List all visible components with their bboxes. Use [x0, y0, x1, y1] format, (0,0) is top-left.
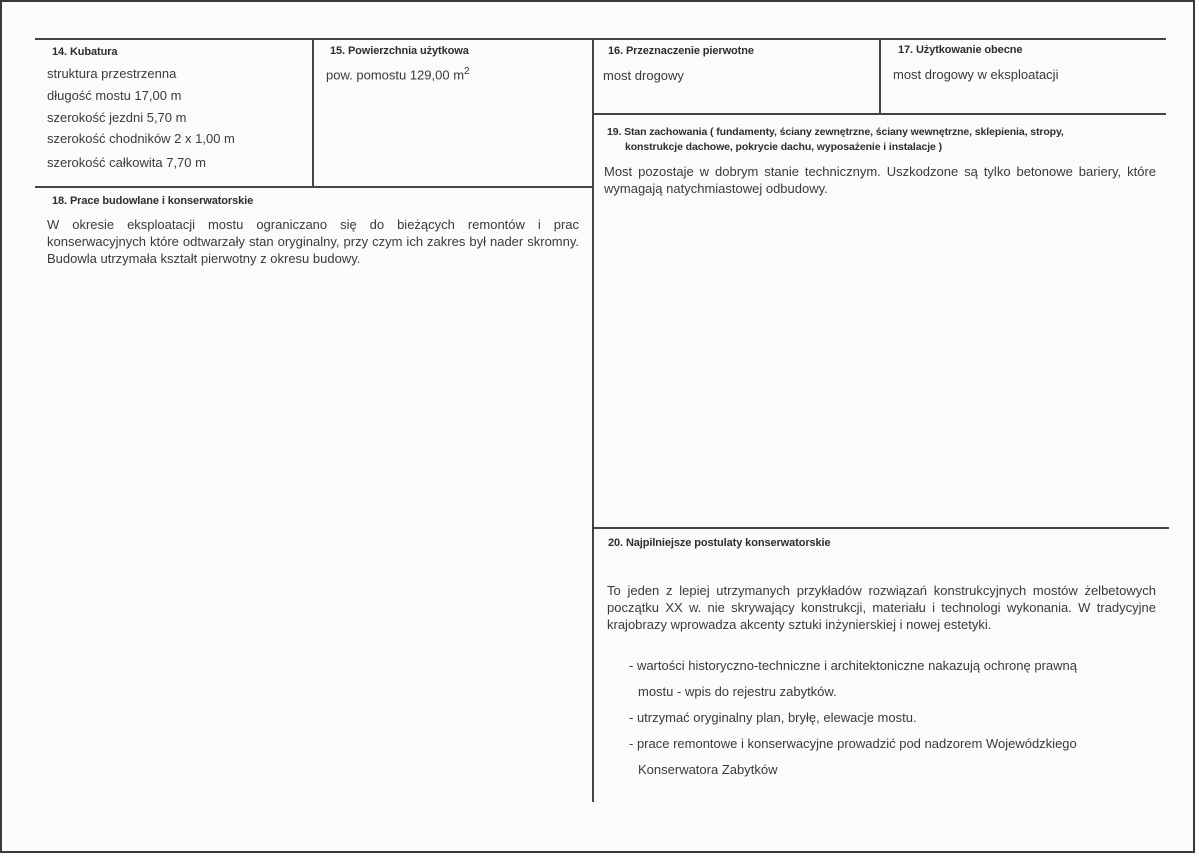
- postulaty-item: - wartości historyczno-techniczne i architektoniczne nakazują ochronę prawną: [629, 658, 1077, 673]
- postulaty-title: 20. Najpilniejsze postulaty konserwatorskie: [608, 537, 831, 549]
- powierzchnia-text: pow. pomostu 129,00 m: [326, 67, 465, 83]
- postulaty-item: - utrzymać oryginalny plan, bryłę, elewacje mostu.: [629, 710, 917, 725]
- kubatura-line: szerokość jezdni 5,70 m: [47, 110, 187, 125]
- rule-above-20: [592, 527, 1169, 529]
- kubatura-line: długość mostu 17,00 m: [47, 88, 182, 103]
- powierzchnia-value: [326, 66, 470, 82]
- postulaty-item: mostu - wpis do rejestru zabytków.: [638, 684, 837, 699]
- divider-main: [592, 38, 594, 802]
- postulaty-text: To jeden z lepiej utrzymanych przykładów rozwiązań konstrukcyjnych mostów żelbetowych początku XX w. nie skrywający konstrukcji, materiału i technologi wykonania. W tradycyjne krajobrazy wprowadza akcenty sztuki inżynierskiej i nowej estetyki.: [607, 583, 1156, 632]
- prace-text: W okresie eksploatacji mostu ograniczano się do bieżących remontów i prac konserwacyjnych które odtwarzały stan oryginalny, przy czym ich zakres był nader skromny. Budowla utrzymała kształt pierwotny z okresu budowy.: [47, 217, 579, 266]
- kubatura-line: szerokość całkowita 7,70 m: [47, 155, 206, 170]
- divider-16-17: [879, 38, 881, 114]
- prace-title: 18. Prace budowlane i konserwatorskie: [52, 195, 254, 207]
- stan-title-line-2: konstrukcje dachowe, pokrycie dachu, wyposażenie i instalacje ): [625, 141, 942, 153]
- rule-under-16-17: [592, 113, 1166, 115]
- przeznaczenie-value: most drogowy: [603, 68, 684, 83]
- przeznaczenie-title: 16. Przeznaczenie pierwotne: [608, 45, 754, 57]
- postulaty-item: Konserwatora Zabytków: [638, 762, 778, 777]
- kubatura-title: 14. Kubatura: [52, 46, 118, 58]
- divider-14-15: [312, 38, 314, 188]
- kubatura-line: szerokość chodników 2 x 1,00 m: [47, 131, 235, 146]
- postulaty-item: - prace remontowe i konserwacyjne prowadzić pod nadzorem Wojewódzkiego: [629, 736, 1077, 751]
- top-rule: [35, 38, 1166, 40]
- uzytkowanie-value: most drogowy w eksploatacji: [893, 67, 1059, 82]
- stan-title-line-1: 19. Stan zachowania ( fundamenty, ściany zewnętrzne, ściany wewnętrzne, sklepienia, stropy,: [607, 126, 1064, 138]
- unit-superscript: 2: [464, 66, 470, 77]
- stan-text: Most pozostaje w dobrym stanie technicznym. Uszkodzone są tylko betonowe bariery, które wymagają natychmiastowej odbudowy.: [604, 164, 1156, 196]
- kubatura-line: struktura przestrzenna: [47, 66, 177, 81]
- uzytkowanie-title: 17. Użytkowanie obecne: [898, 44, 1023, 56]
- rule-under-14-15: [35, 186, 594, 188]
- powierzchnia-title: 15. Powierzchnia użytkowa: [330, 45, 469, 57]
